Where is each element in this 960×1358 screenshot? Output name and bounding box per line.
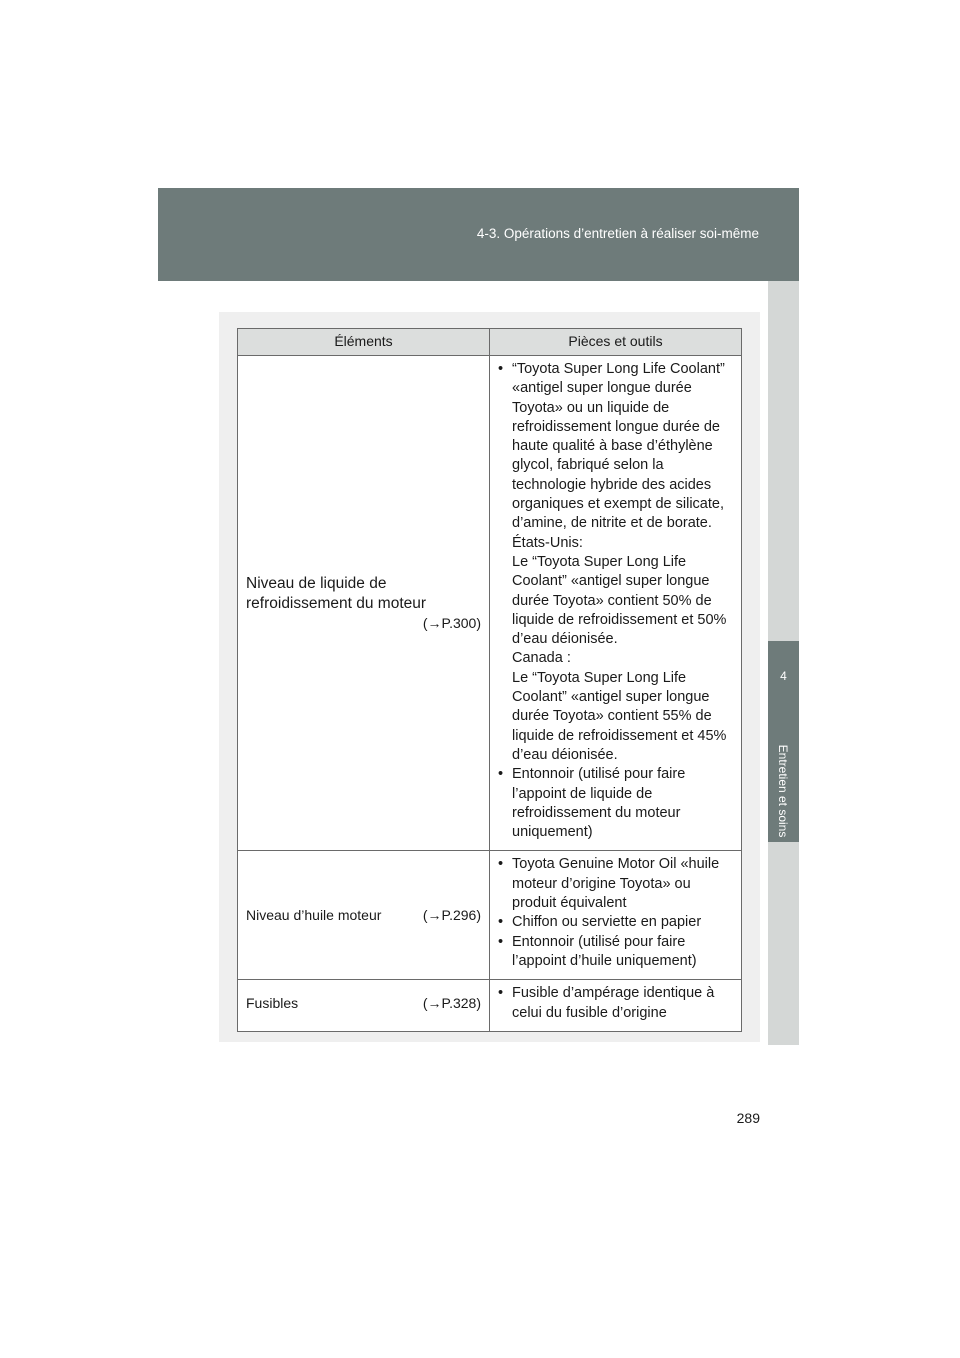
item-line: • Toyota Genuine Motor Oil «huile — [512, 856, 720, 873]
list-item — [498, 984, 735, 1023]
item-line: durée Toyota» contient 55% de — [512, 708, 712, 725]
item-line: uniquement) — [512, 824, 593, 841]
list-item — [498, 933, 735, 972]
page-reference: (→P.328) — [422, 995, 481, 1012]
item-line: produit équivalent — [512, 895, 627, 912]
item-line: Coolant” «antigel super longue — [512, 689, 710, 706]
parts-cell — [490, 851, 742, 980]
item-line: l’appoint de liquide de — [512, 785, 653, 802]
item-line: • “Toyota Super Long Life Coolant” — [512, 361, 725, 377]
item-line: d’amine, de nitrite et de borate. — [512, 515, 712, 532]
column-header-parts: Pièces et outils — [490, 329, 742, 356]
item-line: d’eau déionisée. — [512, 631, 618, 648]
element-cell — [238, 356, 490, 851]
element-name: Niveau d’huile moteur — [246, 906, 382, 923]
item-line: celui du fusible d’origine — [512, 1004, 667, 1021]
parts-cell — [490, 356, 742, 851]
item-line: • Fusible d’ampérage identique à — [512, 985, 715, 1002]
item-line: Canada : — [512, 650, 571, 667]
item-line: refroidissement du moteur — [512, 804, 681, 821]
page-reference: (→P.296) — [422, 906, 481, 923]
element-name-line: Niveau de liquide de — [246, 574, 387, 592]
item-line: Coolant” «antigel super longue — [512, 573, 710, 590]
item-line: d’eau déionisée. — [512, 746, 618, 763]
item-line: Toyota» ou un liquide de — [512, 399, 670, 416]
section-header — [158, 188, 799, 281]
parts-table — [237, 328, 742, 1032]
item-line: liquide de refroidissement et 45% — [512, 727, 727, 744]
item-line: durée Toyota» contient 50% de — [512, 592, 712, 609]
item-line: moteur d’origine Toyota» ou — [512, 875, 691, 892]
table-row — [238, 356, 742, 851]
chapter-tab-active — [768, 641, 799, 842]
table-row — [238, 980, 742, 1032]
page-reference: (→P.300) — [422, 614, 481, 631]
list-item — [498, 360, 735, 765]
element-name-line: refroidissement du moteur — [246, 594, 427, 612]
element-name: Fusibles — [246, 995, 299, 1012]
element-cell — [238, 980, 490, 1032]
chapter-number: 4 — [780, 669, 787, 683]
item-line: refroidissement longue durée de — [512, 418, 720, 435]
item-line: l’appoint d’huile uniquement) — [512, 952, 697, 969]
chapter-label: Entretien et soins — [776, 744, 790, 838]
page-number: 289 — [736, 1110, 760, 1126]
list-item — [498, 913, 735, 932]
item-line: «antigel super longue durée — [512, 380, 692, 397]
parts-cell — [490, 980, 742, 1032]
item-line: États-Unis: — [512, 534, 583, 551]
item-line: organiques et exempt de silicate, — [512, 496, 724, 513]
table-header-row — [238, 329, 742, 356]
item-line: haute qualité à base d’éthylène — [512, 438, 713, 455]
item-line: glycol, fabriqué selon la — [512, 457, 664, 474]
element-cell — [238, 851, 490, 980]
list-item — [498, 855, 735, 913]
item-line: Le “Toyota Super Long Life — [512, 669, 687, 686]
section-title: 4-3. Opérations d’entretien à réaliser soi-même — [476, 226, 759, 241]
column-header-elements: Éléments — [238, 329, 490, 356]
item-line: • Entonnoir (utilisé pour faire — [512, 933, 686, 950]
item-line: technologie hybride des acides — [512, 476, 712, 493]
item-line: • Chiffon ou serviette en papier — [512, 914, 702, 931]
list-item — [498, 765, 735, 842]
item-line: Le “Toyota Super Long Life — [512, 553, 687, 570]
item-line: • Entonnoir (utilisé pour faire — [512, 766, 686, 783]
table-row — [238, 851, 742, 980]
item-line: liquide de refroidissement et 50% — [512, 611, 727, 628]
